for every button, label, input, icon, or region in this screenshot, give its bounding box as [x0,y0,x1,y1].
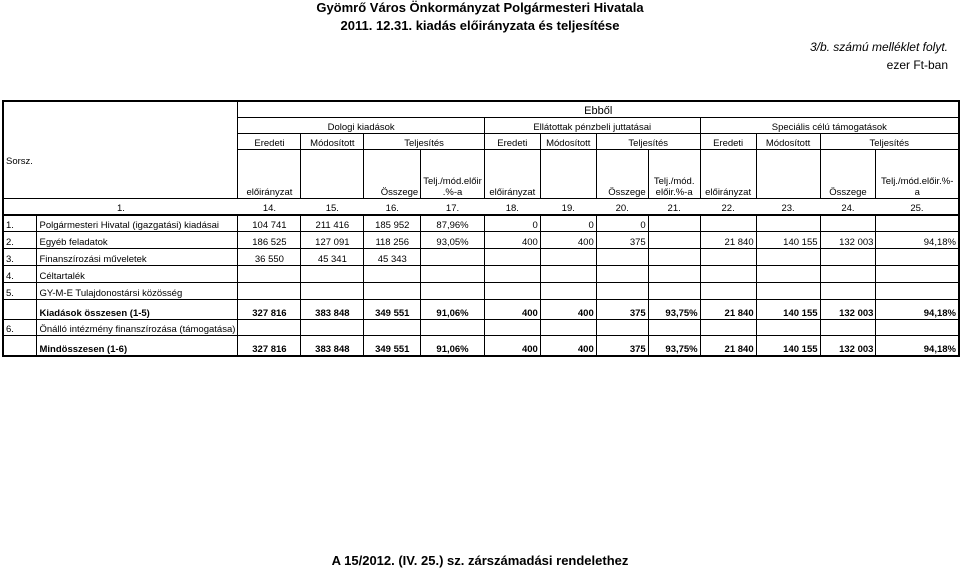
cell: 91,06% [421,336,485,356]
col-teljesites: Teljesítés [364,134,485,150]
cell: 327 816 [238,300,301,320]
group-specialis: Speciális célú támogatások [700,118,959,134]
cell: 132 003 [820,336,876,356]
sub-telj-mod-3: Telj./mód.előir.%- a [876,150,959,199]
sub-eloiranyzat: előirányzat [484,150,540,199]
header-row-ebbol [3,101,959,118]
row-number: 4. [3,266,37,283]
row-number: 3. [3,249,37,266]
cell: 375 [596,232,648,249]
colnum: 24. [820,198,876,215]
cell: 327 816 [238,336,301,356]
cell: 94,18% [876,336,959,356]
colnum: 15. [301,198,364,215]
footer-reference: A 15/2012. (IV. 25.) sz. zárszámadási rendelethez [331,553,629,568]
budget-table [2,100,960,357]
cell: 400 [540,300,596,320]
colnum: 18. [484,198,540,215]
cell [876,249,959,266]
grand-total-row [3,336,959,356]
header-row-types [3,134,959,150]
col-modositott: Módosított [540,134,596,150]
annex-label: 3/b. számú melléklet folyt. [809,40,948,54]
cell [596,249,648,266]
header-row-sub [3,150,959,199]
cell: 93,75% [648,300,700,320]
colnum: 1. [3,198,238,215]
row-label: Egyéb feladatok [37,232,238,249]
page-title: Gyömrő Város Önkormányzat Polgármesteri Hivatala [316,0,644,15]
cell: 0 [484,215,540,232]
sub-telj-mod-2: Telj./mód. előir.%-a [648,150,700,199]
row-label: Önálló intézmény finanszírozása (támogatása) [37,320,238,336]
sub-telj-mod-1: Telj./mód.előir .%-a [421,150,485,199]
cell: 127 091 [301,232,364,249]
table-row [3,266,959,283]
colnum: 23. [756,198,820,215]
cell [756,215,820,232]
cell: 185 952 [364,215,421,232]
col-modositott: Módosított [301,134,364,150]
colnum: 19. [540,198,596,215]
cell [820,215,876,232]
cell [540,249,596,266]
cell: 91,06% [421,300,485,320]
cell: 383 848 [301,300,364,320]
column-number-row [3,198,959,215]
cell: 104 741 [238,215,301,232]
cell: 118 256 [364,232,421,249]
row-label: Polgármesteri Hivatal (igazgatási) kiadásai [37,215,238,232]
row-label: Céltartalék [37,266,238,283]
cell [756,249,820,266]
row-label: GY-M-E Tulajdonostársi közösség [37,283,238,300]
cell: 375 [596,300,648,320]
cell [820,249,876,266]
col-eredeti: Eredeti [238,134,301,150]
row-number: 6. [3,320,37,336]
cell: 400 [540,336,596,356]
row-label: Kiadások összesen (1-5) [37,300,238,320]
sub-eloiranyzat: előirányzat [700,150,756,199]
cell [648,232,700,249]
colnum: 14. [238,198,301,215]
cell: 140 155 [756,336,820,356]
col-eredeti: Eredeti [484,134,540,150]
row-number: 5. [3,283,37,300]
group-ellatottak: Ellátottak pénzbeli juttatásai [484,118,700,134]
colnum: 17. [421,198,485,215]
cell [421,249,485,266]
cell [648,215,700,232]
cell: 21 840 [700,336,756,356]
cell: 0 [596,215,648,232]
total-row-1-5 [3,300,959,320]
cell: 0 [540,215,596,232]
cell: 140 155 [756,300,820,320]
cell: 400 [540,232,596,249]
table-row [3,249,959,266]
cell: 94,18% [876,232,959,249]
colnum: 16. [364,198,421,215]
cell: 87,96% [421,215,485,232]
header-row-groups [3,118,959,134]
table-row [3,283,959,300]
cell: 21 840 [700,300,756,320]
row-label: Finanszírozási műveletek [37,249,238,266]
cell: 349 551 [364,300,421,320]
cell [876,215,959,232]
sub-osszege: Összege [820,150,876,199]
cell: 400 [484,232,540,249]
unit-label: ezer Ft-ban [886,58,948,72]
sub-osszege: Összege [596,150,648,199]
cell: 93,75% [648,336,700,356]
table-row [3,215,959,232]
table-row [3,232,959,249]
col-teljesites: Teljesítés [820,134,959,150]
cell [700,249,756,266]
col-modositott: Módosított [756,134,820,150]
cell: 36 550 [238,249,301,266]
group-dologi: Dologi kiadások [238,118,484,134]
cell: 132 003 [820,300,876,320]
colnum: 25. [876,198,959,215]
cell: 45 341 [301,249,364,266]
row-number: 2. [3,232,37,249]
colnum: 22. [700,198,756,215]
sub-osszege: Összege [364,150,421,199]
colnum: 20. [596,198,648,215]
cell: 186 525 [238,232,301,249]
cell: 349 551 [364,336,421,356]
sub-eloiranyzat: előirányzat [238,150,301,199]
cell: 375 [596,336,648,356]
cell [700,215,756,232]
row-label: Mindösszesen (1-6) [37,336,238,356]
page-subtitle: 2011. 12.31. kiadás előirányzata és teljesítése [340,18,620,33]
table-row [3,320,959,336]
col-teljesites: Teljesítés [596,134,700,150]
cell: 140 155 [756,232,820,249]
cell: 45 343 [364,249,421,266]
cell [648,249,700,266]
cell: 93,05% [421,232,485,249]
cell: 132 003 [820,232,876,249]
cell: 21 840 [700,232,756,249]
ebbol-header: Ebből [238,101,959,118]
cell [484,249,540,266]
sorsz-header: Sorsz. [3,150,37,199]
row-number: 1. [3,215,37,232]
cell: 383 848 [301,336,364,356]
cell: 400 [484,300,540,320]
col-eredeti: Eredeti [700,134,756,150]
cell: 211 416 [301,215,364,232]
colnum: 21. [648,198,700,215]
cell: 400 [484,336,540,356]
cell: 94,18% [876,300,959,320]
